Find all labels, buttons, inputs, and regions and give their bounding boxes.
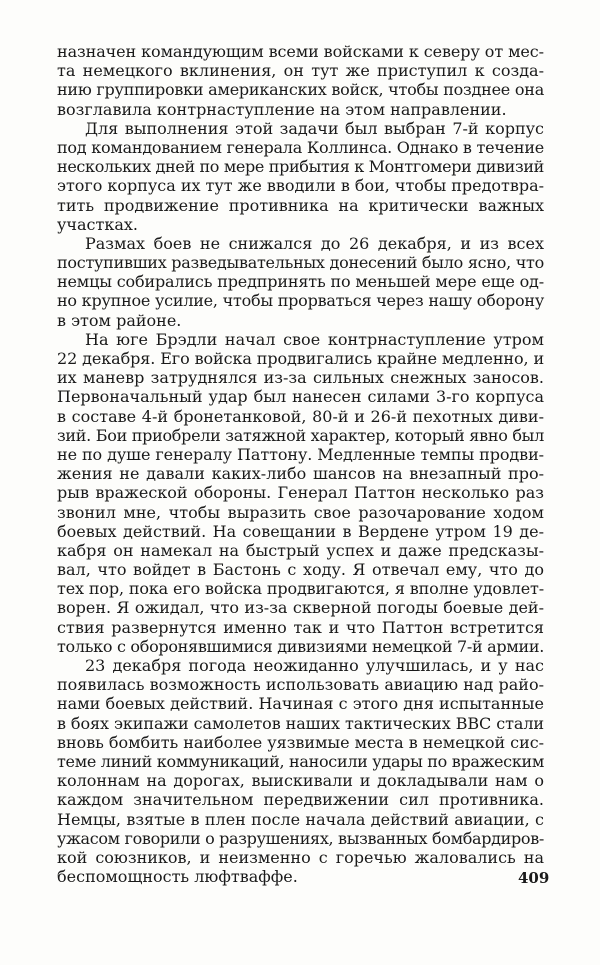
text-line: возглавила контрнаступление на этом направлении. bbox=[57, 99, 507, 119]
text-line: вал, что войдет в Бастонь с ходу. Я отвечал ему, что до bbox=[57, 560, 544, 580]
paragraph-3 bbox=[57, 234, 544, 330]
text-line: вновь бомбить наиболее уязвимые места в немецкой сис- bbox=[57, 732, 544, 752]
text-line: в боях экипажи самолетов наших тактических ВВС стали bbox=[57, 713, 544, 733]
text-line: Немцы, взятые в плен после начала действий авиации, с bbox=[57, 809, 544, 829]
body-text bbox=[57, 42, 544, 886]
text-line: их маневр затруднялся из-за сильных снежных заносов. bbox=[57, 368, 544, 388]
text-line: кабря он намекал на быстрый успех и даже предсказы- bbox=[57, 540, 544, 560]
text-line: нескольких дней по мере прибытия к Монтгомери дивизий bbox=[57, 157, 544, 177]
text-line: 22 декабря. Его войска продвигались крайне медленно, и bbox=[57, 349, 545, 368]
text-line: рыв вражеской обороны. Генерал Паттон несколько раз bbox=[57, 483, 544, 503]
text-line: немцы собирались предпринять по меньшей мере еще од- bbox=[57, 272, 544, 292]
text-line: этого корпуса их тут же вводили в бои, чтобы предотвра- bbox=[57, 176, 545, 196]
paragraph-5 bbox=[57, 656, 544, 886]
text-line: в составе 4-й бронетанковой, 80-й и 26-й пехотных диви- bbox=[57, 406, 544, 426]
text-line: боевых действий. На совещании в Вердене утром 19 де- bbox=[57, 521, 544, 541]
text-line: Размах боев не снижался до 26 декабря, и из всех bbox=[85, 233, 544, 253]
text-line: кой союзников, и неизменно с горечью жаловались на bbox=[57, 847, 544, 867]
text-line: зий. Бои приобрели затяжной характер, который явно был bbox=[57, 425, 544, 445]
text-line: нами боевых действий. Начиная с этого дня испытанные bbox=[57, 694, 544, 714]
text-line: не по душе генералу Паттону. Медленные темпы продви- bbox=[57, 444, 544, 464]
text-line: 23 декабря погода неожиданно улучшилась, и у нас bbox=[85, 656, 544, 675]
text-line: участках. bbox=[57, 214, 138, 234]
paragraph-2 bbox=[57, 119, 544, 234]
text-line: тить продвижение противника на критически важных bbox=[57, 195, 544, 215]
text-line: ужасом говорили о разрушениях, вызванных бомбардиров- bbox=[57, 828, 545, 848]
text-line: появилась возможность использовать авиацию над райо- bbox=[57, 675, 544, 695]
text-line: звонил мне, чтобы выразить свое разочарование ходом bbox=[57, 502, 544, 522]
text-line: но крупное усилие, чтобы прорваться через нашу оборону bbox=[57, 291, 545, 311]
page-number: 409 bbox=[518, 869, 550, 887]
text-line: жения не давали каких-либо шансов на внезапный про- bbox=[57, 464, 544, 484]
text-line: в этом районе. bbox=[57, 310, 182, 330]
text-line: ствия развернутся именно так и что Паттон встретится bbox=[57, 617, 544, 637]
text-line: каждом значительном передвижении сил противника. bbox=[57, 790, 544, 810]
text-line: та немецкого вклинения, он тут же приступил к созда- bbox=[57, 61, 544, 81]
text-line: Для выполнения этой задачи был выбран 7-й корпус bbox=[85, 118, 544, 138]
text-line: ворен. Я ожидал, что из-за скверной погоды боевые дей- bbox=[57, 598, 544, 618]
text-line: На юге Брэдли начал свое контрнаступление утром bbox=[85, 329, 544, 349]
text-line: тех пор, пока его войска продвигаются, я вполне удовлет- bbox=[57, 579, 544, 599]
text-line: под командованием генерала Коллинса. Однако в течение bbox=[57, 137, 545, 157]
text-line: нию группировки американских войск, чтобы позднее она bbox=[57, 80, 545, 100]
text-line: колоннам на дорогах, выискивали и докладывали нам о bbox=[57, 771, 544, 791]
paragraph-4 bbox=[57, 330, 544, 656]
text-line: только с оборонявшимися дивизиями немецкой 7-й армии. bbox=[57, 636, 545, 656]
text-line: Первоначальный удар был нанесен силами 3-го корпуса bbox=[57, 387, 544, 407]
text-line: теме линий коммуникаций, наносили удары по вражеским bbox=[57, 751, 545, 771]
text-line: беспомощность люфтваффе. bbox=[57, 867, 298, 887]
paragraph-1 bbox=[57, 42, 544, 119]
text-line: назначен командующим всеми войсками к северу от мес- bbox=[57, 42, 544, 61]
text-line: поступивших разведывательных донесений было ясно, что bbox=[57, 253, 544, 273]
